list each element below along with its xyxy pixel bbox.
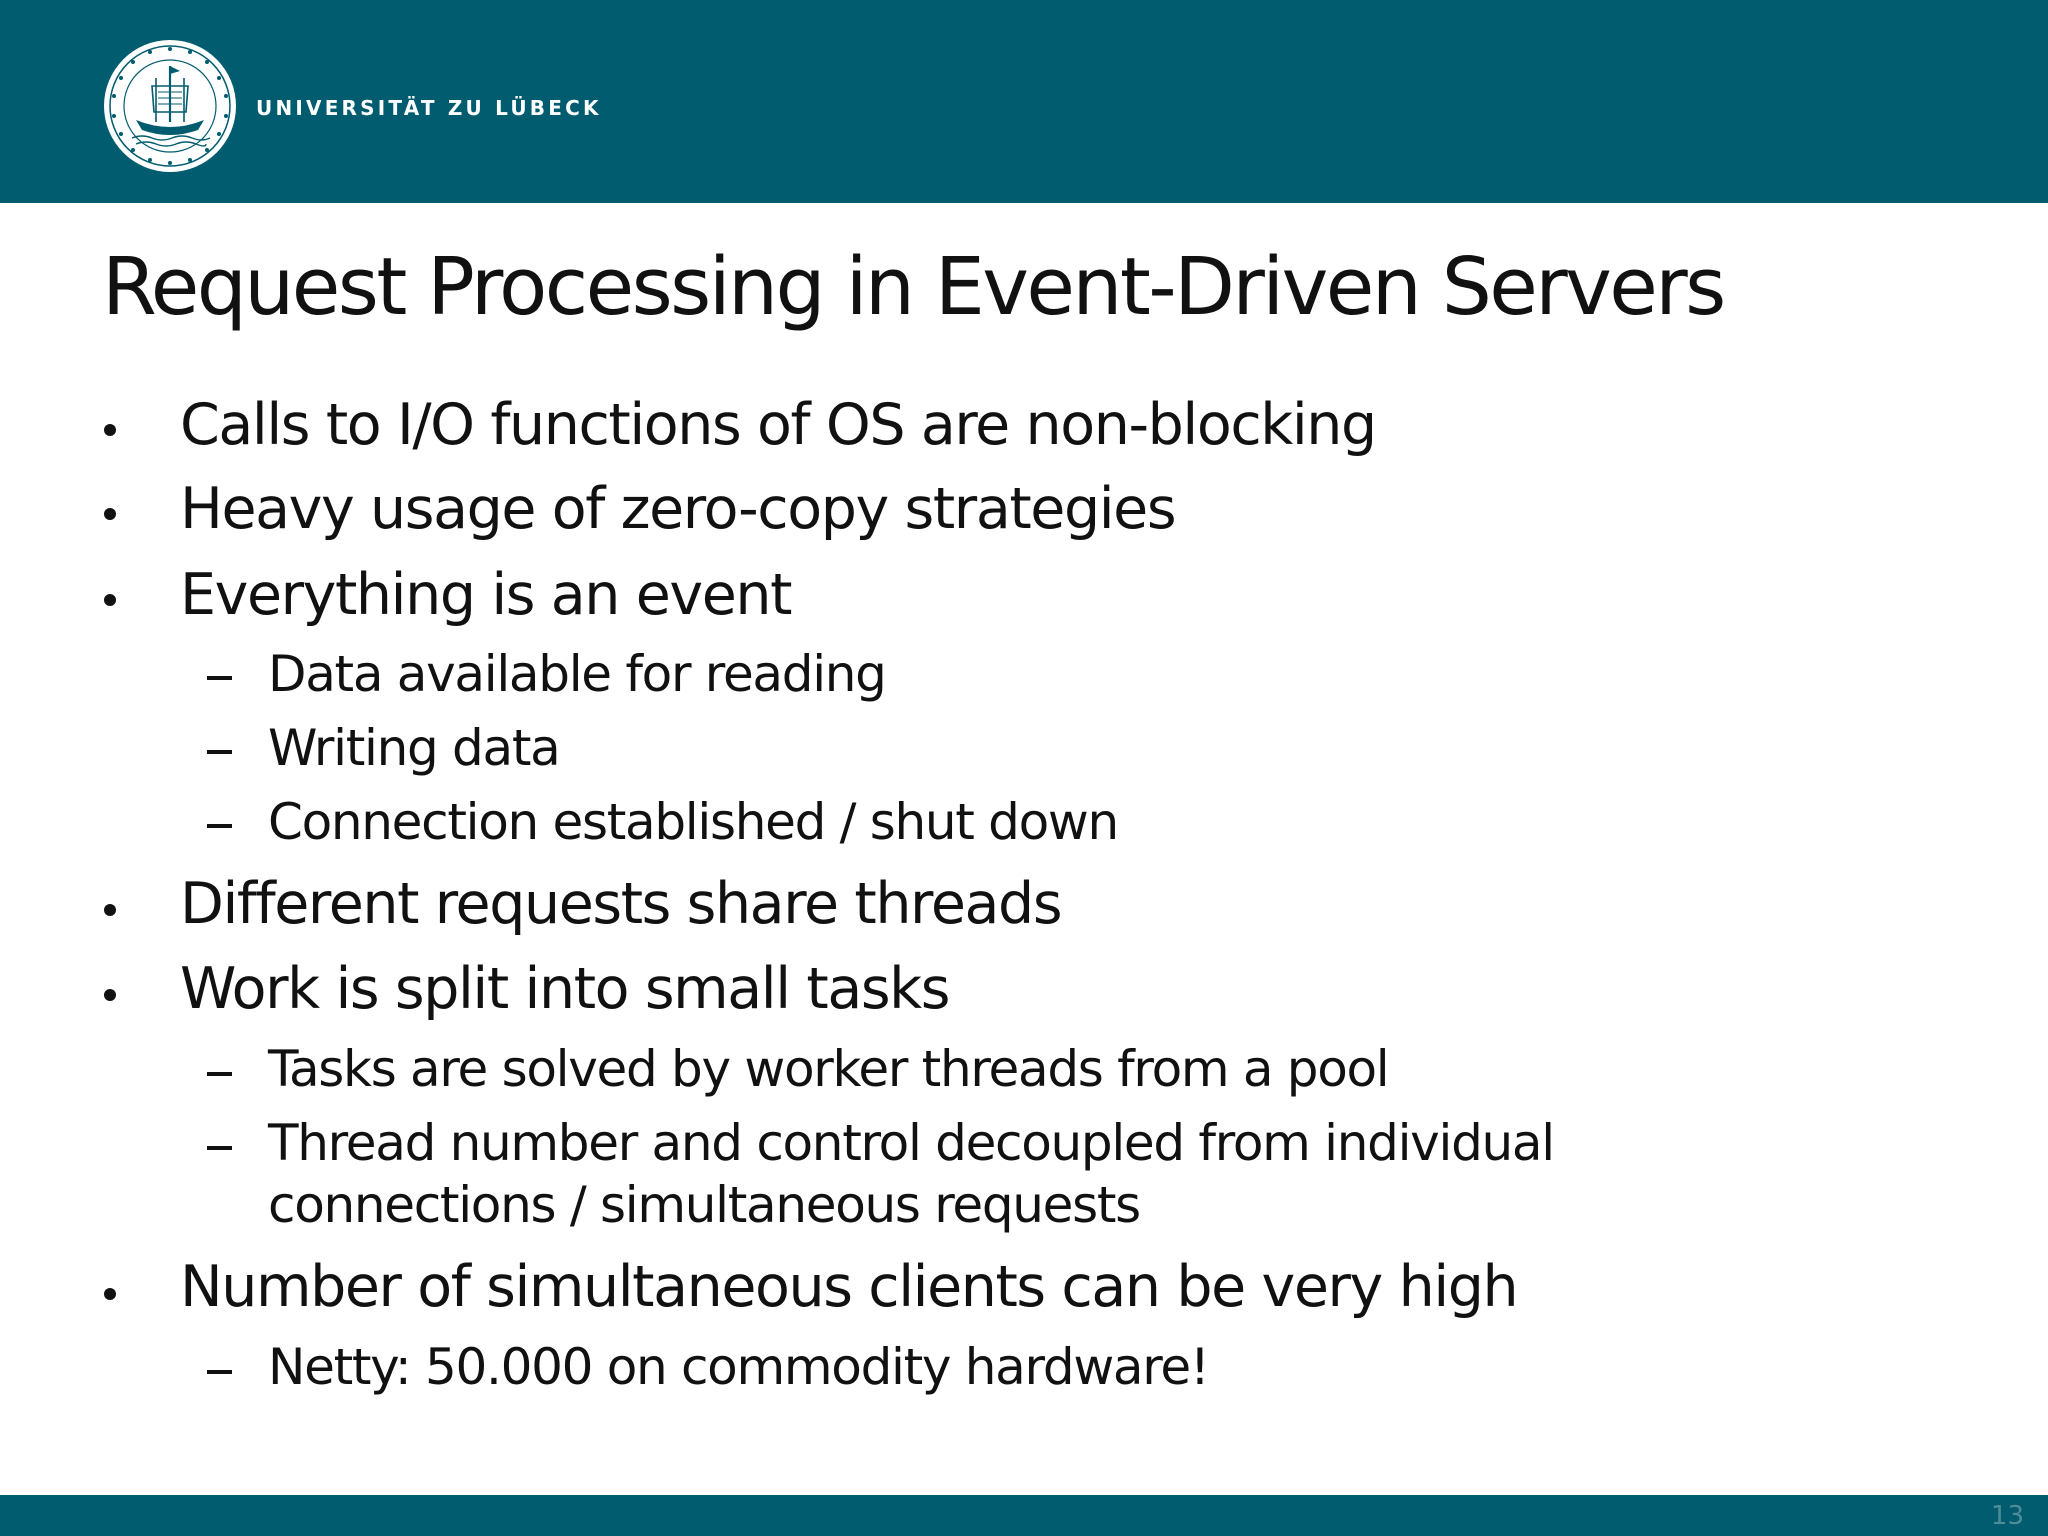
footer-bar (0, 1495, 2048, 1536)
sub-bullet-item: Netty: 50.000 on commodity hardware! (268, 1338, 1209, 1396)
sub-bullet-marker (207, 1072, 232, 1076)
sub-bullet-item-continuation: connections / simultaneous requests (268, 1176, 1140, 1234)
page-number: 13 (1990, 1501, 2024, 1531)
bullet-item: Different requests share threads (180, 871, 1062, 937)
bullet-item: Everything is an event (180, 562, 792, 628)
sub-bullet-marker (207, 750, 232, 754)
bullet-item: Heavy usage of zero-copy strategies (180, 476, 1176, 542)
bullet-item: Number of simultaneous clients can be very high (180, 1254, 1518, 1320)
sub-bullet-item: Connection established / shut down (268, 793, 1118, 851)
university-name: UNIVERSITÄT ZU LÜBECK (256, 96, 602, 120)
sub-bullet-item: Thread number and control decoupled from individual (268, 1114, 1554, 1172)
sub-bullet-item: Tasks are solved by worker threads from a pool (268, 1040, 1389, 1098)
sub-bullet-item: Writing data (268, 719, 560, 777)
bullet-marker (104, 594, 116, 606)
slide-title: Request Processing in Event-Driven Servers (102, 241, 1724, 333)
bullet-item: Work is split into small tasks (180, 956, 950, 1022)
sub-bullet-item: Data available for reading (268, 645, 886, 703)
sub-bullet-marker (207, 676, 232, 680)
bullet-marker (104, 508, 116, 520)
sub-bullet-marker (207, 1146, 232, 1150)
bullet-marker (104, 424, 116, 436)
sub-bullet-marker (207, 1370, 232, 1374)
sub-bullet-marker (207, 824, 232, 828)
bullet-marker (104, 989, 116, 1001)
bullet-marker (104, 904, 116, 916)
bullet-item: Calls to I/O functions of OS are non-blocking (180, 392, 1376, 458)
bullet-marker (104, 1288, 116, 1300)
